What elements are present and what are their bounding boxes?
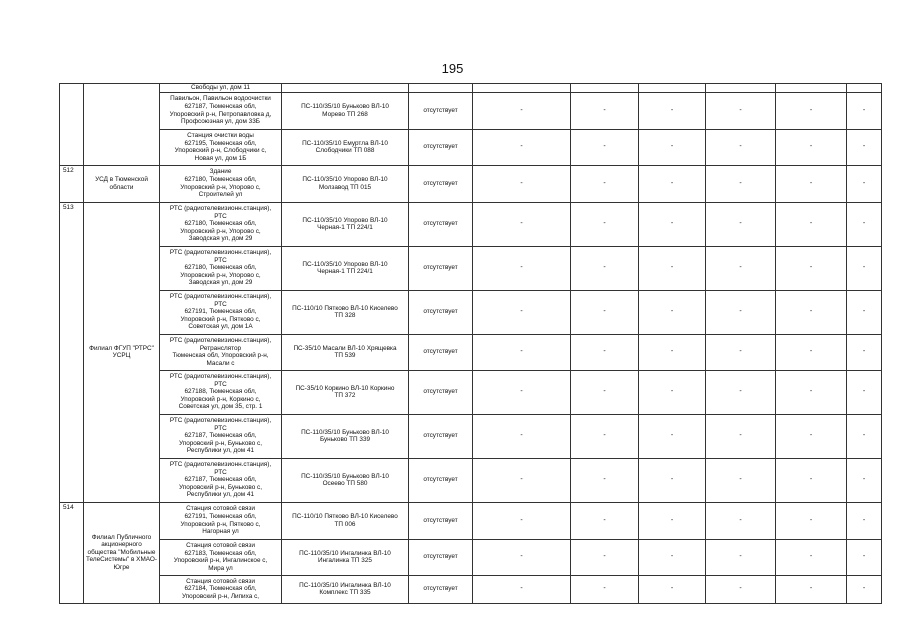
- dash-cell: -: [847, 202, 882, 246]
- status-cell: отсутствует: [409, 370, 473, 414]
- dash-cell: -: [571, 202, 639, 246]
- dash-cell: -: [706, 129, 776, 165]
- dash-cell: -: [776, 202, 847, 246]
- object-address: РТС (радиотелевизионн.станция), Ретранслятор Тюменская обл, Упоровский р-н, Масали с: [160, 334, 282, 370]
- status-cell: отсутствует: [409, 202, 473, 246]
- object-address: РТС (радиотелевизионн.станция), РТС 627187, Тюменская обл, Упоровский р-н, Буньково с, Республики ул, дом 41: [160, 458, 282, 502]
- page-number: 195: [441, 61, 464, 76]
- dash-cell: -: [473, 334, 571, 370]
- status-cell: отсутствует: [409, 290, 473, 334]
- object-address: Станция сотовой связи 627184, Тюменская обл, Упоровский р-н, Липиха с,: [160, 575, 282, 603]
- table-row: [60, 502, 882, 539]
- dash-cell: -: [847, 370, 882, 414]
- feeder-line: ПС-110/35/10 Буньково ВЛ-10 Морево ТП 268: [282, 92, 409, 129]
- dash-cell: -: [639, 414, 706, 458]
- dash-cell: -: [776, 334, 847, 370]
- dash-cell: -: [639, 575, 706, 603]
- status-cell: отсутствует: [409, 539, 473, 575]
- dash-cell: -: [639, 502, 706, 539]
- feeder-line: ПС-110/35/10 Упорово ВЛ-10 Черная-1 ТП 224/1: [282, 202, 409, 246]
- dash-cell: -: [639, 334, 706, 370]
- dash-cell: -: [639, 129, 706, 165]
- dash-cell: -: [571, 129, 639, 165]
- object-address: Станция сотовой связи 627183, Тюменская обл, Упоровский р-н, Ингалинское с, Мира ул: [160, 539, 282, 575]
- object-address: РТС (радиотелевизионн.станция), РТС 627191, Тюменская обл, Упоровский р-н, Пятково с, Советская ул, дом 1А: [160, 290, 282, 334]
- status-cell: [409, 84, 473, 93]
- dash-cell: -: [571, 370, 639, 414]
- dash-cell: -: [473, 202, 571, 246]
- table-row: [60, 129, 882, 165]
- feeder-line: ПС-110/35/10 Упорово ВЛ-10 Молзавод ТП 015: [282, 165, 409, 202]
- table-row: [60, 334, 882, 370]
- dash-cell: -: [706, 92, 776, 129]
- organization-name: Филиал ФГУП "РТРС" УСРЦ: [84, 202, 160, 502]
- data-table: [59, 83, 882, 604]
- dash-cell: -: [473, 458, 571, 502]
- dash-cell: -: [473, 129, 571, 165]
- dash-cell: -: [473, 92, 571, 129]
- dash-cell: -: [639, 370, 706, 414]
- object-address: РТС (радиотелевизионн.станция), РТС 627187, Тюменская обл, Упоровский р-н, Буньково с, Республики ул, дом 41: [160, 414, 282, 458]
- feeder-line: ПС-110/10 Пятково ВЛ-10 Киселево ТП 006: [282, 502, 409, 539]
- table-row: [60, 414, 882, 458]
- dash-cell: -: [776, 575, 847, 603]
- table-row: [60, 458, 882, 502]
- table-row: [60, 370, 882, 414]
- feeder-line: ПС-110/10 Пятково ВЛ-10 Киселево ТП 328: [282, 290, 409, 334]
- dash-cell: -: [847, 575, 882, 603]
- status-cell: отсутствует: [409, 414, 473, 458]
- feeder-line: ПС-110/35/10 Буньково ВЛ-10 Осеево ТП 580: [282, 458, 409, 502]
- table-row: [60, 290, 882, 334]
- object-address: РТС (радиотелевизионн.станция), РТС 627180, Тюменская обл, Упоровский р-н, Упорово с, Заводская ул, дом 29: [160, 202, 282, 246]
- feeder-line: ПС-35/10 Коркино ВЛ-10 Коркино ТП 372: [282, 370, 409, 414]
- dash-cell: -: [706, 202, 776, 246]
- feeder-line: ПС-110/35/10 Буньково ВЛ-10 Буньково ТП 339: [282, 414, 409, 458]
- dash-cell: -: [571, 502, 639, 539]
- dash-cell: -: [571, 165, 639, 202]
- status-cell: отсутствует: [409, 92, 473, 129]
- object-address: Станция очистки воды 627195, Тюменская обл, Упоровский р-н, Слободчики с, Новая ул, дом 1Б: [160, 129, 282, 165]
- dash-cell: -: [706, 458, 776, 502]
- dash-cell: -: [639, 458, 706, 502]
- status-cell: отсутствует: [409, 165, 473, 202]
- dash-cell: [847, 84, 882, 93]
- dash-cell: -: [639, 92, 706, 129]
- object-address: РТС (радиотелевизионн.станция), РТС 627180, Тюменская обл, Упоровский р-н, Упорово с, Заводская ул, дом 29: [160, 246, 282, 290]
- organization-name: [84, 84, 160, 166]
- dash-cell: -: [706, 575, 776, 603]
- dash-cell: -: [473, 370, 571, 414]
- dash-cell: -: [847, 458, 882, 502]
- object-address: Павильон, Павильон водоочистки 627187, Тюменская обл, Упоровский р-н, Петропавловка д, Профсоюзная ул, дом 33Б: [160, 92, 282, 129]
- object-address: Свободы ул, дом 11: [160, 84, 282, 93]
- status-cell: отсутствует: [409, 575, 473, 603]
- status-cell: отсутствует: [409, 334, 473, 370]
- table-row: [60, 246, 882, 290]
- status-cell: отсутствует: [409, 458, 473, 502]
- feeder-line: ПС-110/35/10 Емуртла ВЛ-10 Слободчики ТП 088: [282, 129, 409, 165]
- organization-name: Филиал Публичного акционерного общества "Мобильные ТелеСистемы" в ХМАО-Югре: [84, 502, 160, 603]
- dash-cell: -: [776, 92, 847, 129]
- status-cell: отсутствует: [409, 502, 473, 539]
- dash-cell: -: [776, 246, 847, 290]
- feeder-line: ПС-35/10 Масали ВЛ-10 Хрящевка ТП 539: [282, 334, 409, 370]
- dash-cell: -: [639, 539, 706, 575]
- table-row: [60, 539, 882, 575]
- feeder-line: [282, 84, 409, 93]
- dash-cell: -: [847, 92, 882, 129]
- table-row: [60, 575, 882, 603]
- status-cell: отсутствует: [409, 129, 473, 165]
- dash-cell: -: [571, 458, 639, 502]
- dash-cell: [706, 84, 776, 93]
- dash-cell: -: [571, 334, 639, 370]
- dash-cell: -: [847, 165, 882, 202]
- dash-cell: -: [847, 246, 882, 290]
- dash-cell: -: [473, 539, 571, 575]
- table-row: [60, 165, 882, 202]
- dash-cell: -: [776, 458, 847, 502]
- table-row: [60, 84, 882, 93]
- dash-cell: -: [571, 92, 639, 129]
- dash-cell: -: [639, 165, 706, 202]
- dash-cell: -: [847, 414, 882, 458]
- dash-cell: -: [706, 334, 776, 370]
- dash-cell: -: [776, 502, 847, 539]
- object-address: Здание 627180, Тюменская обл, Упоровский р-н, Упорово с, Строителей ул: [160, 165, 282, 202]
- dash-cell: -: [571, 414, 639, 458]
- dash-cell: -: [473, 414, 571, 458]
- dash-cell: -: [776, 414, 847, 458]
- object-address: Станция сотовой связи 627191, Тюменская обл, Упоровский р-н, Пятково с, Нагорная ул: [160, 502, 282, 539]
- dash-cell: -: [473, 246, 571, 290]
- row-number: [60, 84, 84, 166]
- dash-cell: -: [847, 334, 882, 370]
- dash-cell: -: [706, 290, 776, 334]
- dash-cell: -: [776, 539, 847, 575]
- dash-cell: [639, 84, 706, 93]
- dash-cell: -: [571, 539, 639, 575]
- dash-cell: -: [776, 290, 847, 334]
- dash-cell: -: [473, 165, 571, 202]
- dash-cell: -: [847, 129, 882, 165]
- dash-cell: -: [571, 290, 639, 334]
- dash-cell: -: [639, 202, 706, 246]
- dash-cell: -: [571, 575, 639, 603]
- dash-cell: -: [776, 165, 847, 202]
- dash-cell: -: [706, 539, 776, 575]
- table-row: [60, 202, 882, 246]
- dash-cell: -: [706, 414, 776, 458]
- dash-cell: [776, 84, 847, 93]
- dash-cell: [571, 84, 639, 93]
- organization-name: УСД в Тюменской области: [84, 165, 160, 202]
- status-cell: отсутствует: [409, 246, 473, 290]
- dash-cell: -: [706, 246, 776, 290]
- dash-cell: -: [776, 129, 847, 165]
- dash-cell: -: [473, 502, 571, 539]
- dash-cell: -: [571, 246, 639, 290]
- dash-cell: -: [847, 290, 882, 334]
- dash-cell: -: [473, 290, 571, 334]
- dash-cell: -: [639, 290, 706, 334]
- dash-cell: -: [776, 370, 847, 414]
- feeder-line: ПС-110/35/10 Ингалинка ВЛ-10 Ингалинка ТП 325: [282, 539, 409, 575]
- dash-cell: -: [847, 539, 882, 575]
- feeder-line: ПС-110/35/10 Ингалинка ВЛ-10 Комплекс ТП 335: [282, 575, 409, 603]
- dash-cell: -: [473, 575, 571, 603]
- dash-cell: -: [847, 502, 882, 539]
- dash-cell: -: [706, 502, 776, 539]
- dash-cell: -: [639, 246, 706, 290]
- table-row: [60, 92, 882, 129]
- feeder-line: ПС-110/35/10 Упорово ВЛ-10 Черная-1 ТП 224/1: [282, 246, 409, 290]
- dash-cell: [473, 84, 571, 93]
- dash-cell: -: [706, 165, 776, 202]
- row-number: 512: [60, 165, 84, 202]
- dash-cell: -: [706, 370, 776, 414]
- row-number: 513: [60, 202, 84, 502]
- row-number: 514: [60, 502, 84, 603]
- object-address: РТС (радиотелевизионн.станция), РТС 627188, Тюменская обл, Упоровский р-н, Коркино с, Советская ул, дом 35, стр. 1: [160, 370, 282, 414]
